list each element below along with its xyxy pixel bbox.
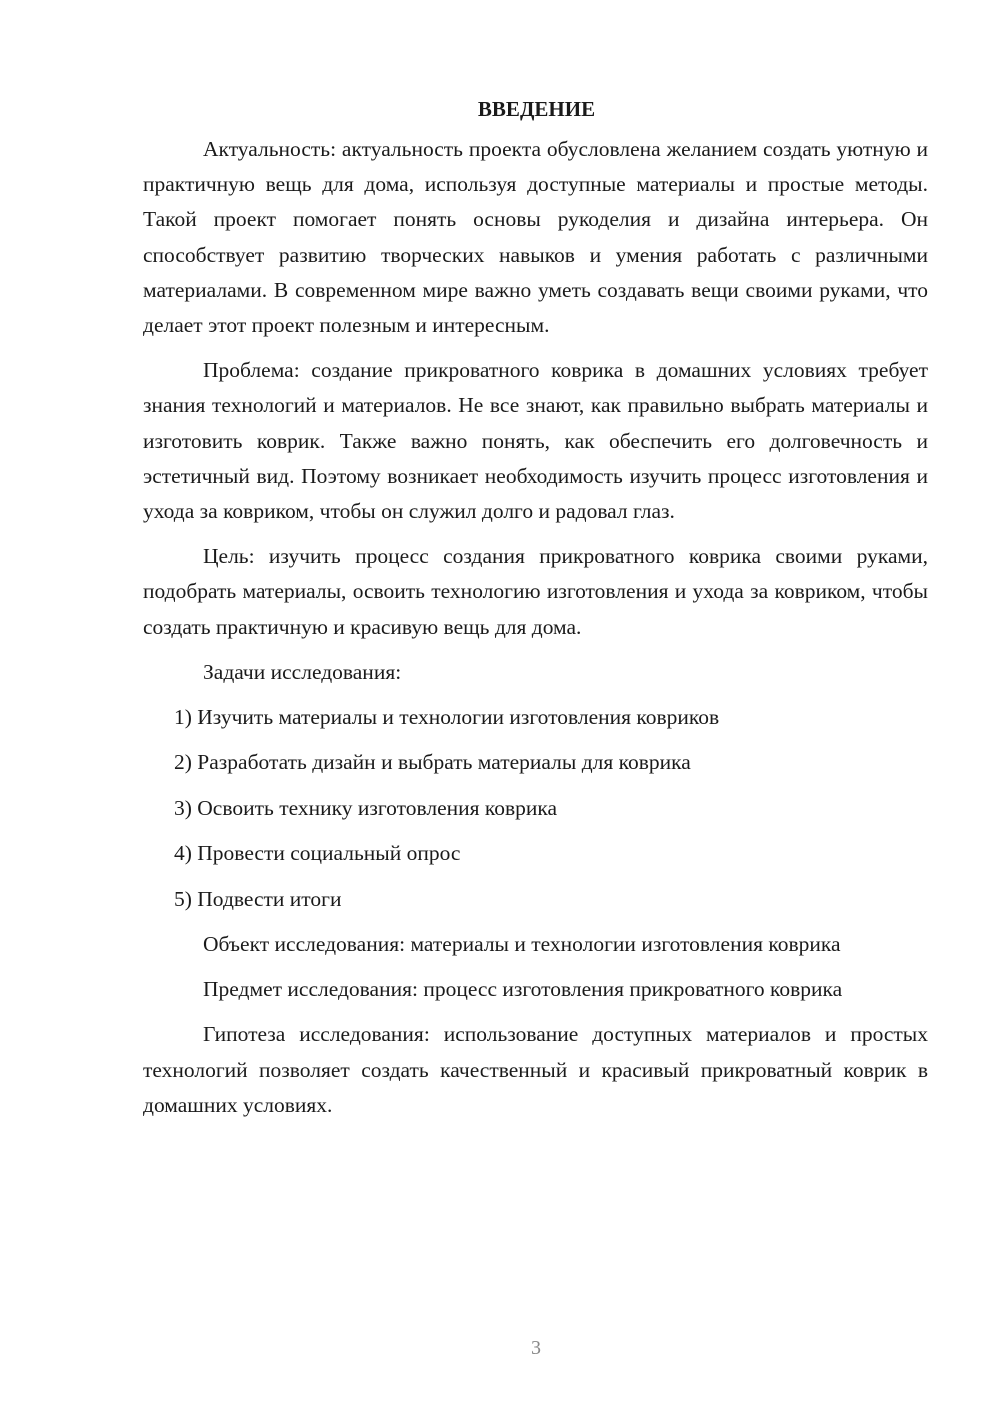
task-item: 3) Освоить технику изготовления коврика <box>174 795 558 820</box>
task-item: 5) Подвести итоги <box>174 886 342 911</box>
task-item: 1) Изучить материалы и технологии изготовления ковриков <box>174 705 720 730</box>
task-item: 4) Провести социальный опрос <box>174 841 461 866</box>
tasks-heading: Задачи исследования: <box>203 659 402 684</box>
subject-paragraph: Предмет исследования: процесс изготовления прикроватного коврика <box>203 977 843 1002</box>
document-title: ВВЕДЕНИЕ <box>477 97 596 121</box>
goal-paragraph: Цель: изучить процесс создания прикроватного коврика своими руками, подобрать материалы, освоить технологию изготовления и ухода за ковриком, чтобы создать практичную и красивую вещь для дома. <box>143 544 928 639</box>
tasks-list <box>143 700 928 917</box>
hypothesis-paragraph: Гипотеза исследования: использование доступных материалов и простых технологий позволяет создать качественный и красивый прикроватный коврик в домашних условиях. <box>143 1022 928 1117</box>
relevance-paragraph: Актуальность: актуальность проекта обусловлена желанием создать уютную и практичную вещь для дома, используя доступные материалы и простые методы. Такой проект помогает понять основы рукоделия и дизайна интерьера. Он способствует развитию творческих навыков и умения работать с различными материалами. В современном мире важно уметь создавать вещи своими руками, что делает этот проект полезным и интересным. <box>143 137 928 338</box>
problem-paragraph: Проблема: создание прикроватного коврика в домашних условиях требует знания технологий и материалов. Не все знают, как правильно выбрать материалы и изготовить коврик. Также важно понять, как обеспечить его долговечность и эстетичный вид. Поэтому возникает необходимость изучить процесс изготовления и ухода за ковриком, чтобы он служил долго и радовал глаз. <box>143 358 928 524</box>
page-number: 3 <box>531 1337 541 1359</box>
object-paragraph: Объект исследования: материалы и технологии изготовления коврика <box>203 932 841 956</box>
task-item: 2) Разработать дизайн и выбрать материалы для коврика <box>174 750 691 775</box>
document-page <box>143 92 928 1133</box>
